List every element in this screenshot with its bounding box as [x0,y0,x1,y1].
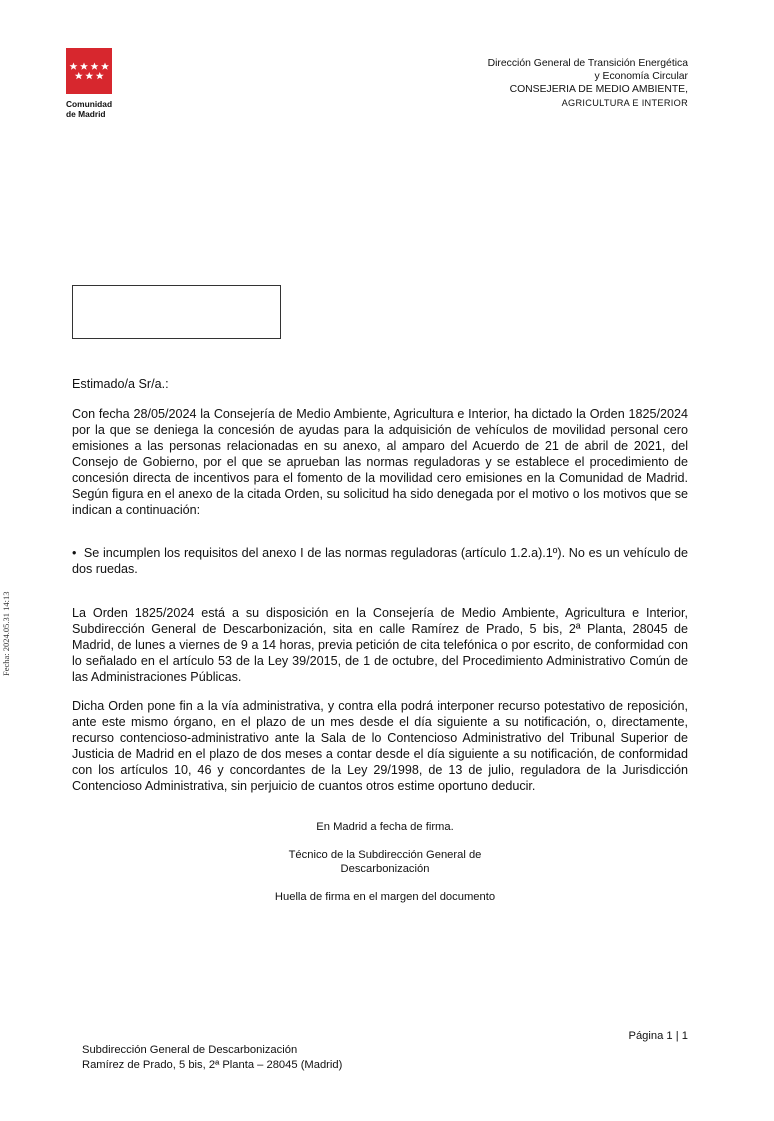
header-line4: AGRICULTURA E INTERIOR [561,97,688,108]
signature-note: Huella de firma en el margen del documento [274,891,496,903]
place-date: En Madrid a fecha de firma. [316,821,454,833]
salutation: Estimado/a Sr/a.: [72,377,169,391]
paragraph-2: La Orden 1825/2024 está a su disposición en la Consejería de Medio Ambiente, Agricultura e Interior, Subdirección General de Descarbonización, sita en calle Ramírez de Prado, 5 bis, 2ª Planta, 28045 de Madrid, de lunes a viernes de 9 a 14 horas, previa petición de cita telefónica o por escrito, de conformidad con lo señalado en el artículo 53 de la Ley 39/2015, de 1 de octubre, del Procedimiento Administrativo Común de las Administraciones Públicas. [72,606,688,684]
signature-date-text: Fecha: 2024.05.31 14:13 [1,591,11,676]
signer-role [72,848,698,876]
comunidad-de-madrid-logo [66,48,118,119]
recipient-address-box [72,285,281,339]
signer-role-line2: Descarbonización [340,863,430,875]
signer-role-line1: Técnico de la Subdirección General de [288,849,482,861]
bullet-marker: • [72,546,77,560]
logo-text-line2: de Madrid [66,108,106,119]
page-number: Página 1 | 1 [628,1030,688,1042]
letter-body [72,376,688,518]
footer-address [82,1043,342,1072]
denial-reason-text: Se incumplen los requisitos del anexo I de las normas reguladoras (artículo 1.2.a).1º). No es un vehículo de dos ruedas. [72,546,688,576]
footer-line2: Ramírez de Prado, 5 bis, 2ª Planta – 28045 (Madrid) [82,1058,343,1071]
paragraph-3: Dicha Orden pone fin a la vía administrativa, y contra ella podrá interponer recurso potestativo de reposición, ante este mismo órgano, en el plazo de un mes desde el día siguiente a su notificación, o, directamente, recurso contencioso-administrativo ante la Sala de lo Contencioso Administrativo del Tribunal Superior de Justicia de Madrid en el plazo de dos meses a contar desde el día siguiente a su notificación, de conformidad con los artículos 10, 46 y concordantes de la Ley 29/1998, de 13 de julio, reguladora de la Jurisdicción Contencioso Administrativa, sin perjuicio de cuantos otros estime oportuno deducir. [72,699,688,793]
denial-reason-item [72,545,688,577]
logo-text [66,100,118,119]
madrid-flag-icon [66,48,112,94]
footer-line1: Subdirección General de Descarbonización [82,1044,298,1056]
paragraph-1: Con fecha 28/05/2024 la Consejería de Medio Ambiente, Agricultura e Interior, ha dictado la Orden 1825/2024 por la que se deniega la concesión de ayudas para la adquisición de vehículos de movilidad personal cero emisiones a las personas relacionadas en su anexo, al amparo del Acuerdo de 21 de abril de 2021, del Consejo de Gobierno, por el que se aprueban las normas reguladoras y se establece el procedimiento de concesión directa de incentivos para el fomento de la movilidad cero emisiones en la Comunidad de Madrid. Según figura en el anexo de la citada Orden, su solicitud ha sido denegada por el motivo o los motivos que se indican a continuación: [72,407,688,517]
header-line1: Dirección General de Transición Energética [487,58,688,69]
header-line3: CONSEJERIA DE MEDIO AMBIENTE, [509,84,688,96]
logo-text-line1: Comunidad [66,99,113,109]
header-organization [488,57,688,110]
header-line2: y Economía Circular [594,71,688,83]
signature-margin [0,440,14,680]
